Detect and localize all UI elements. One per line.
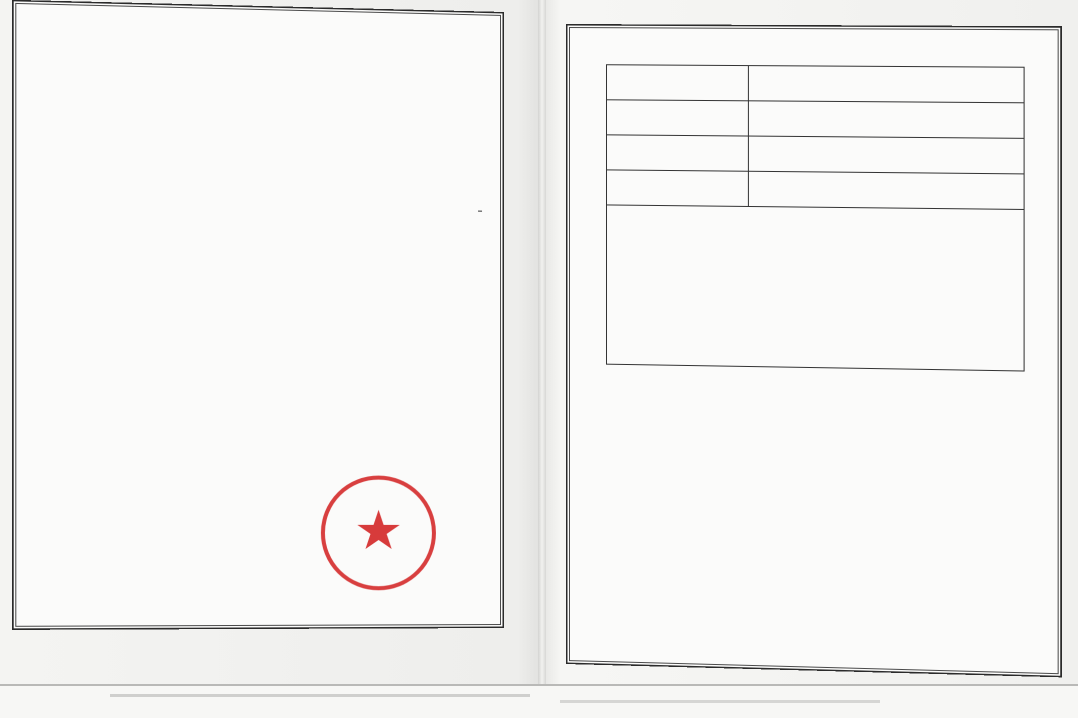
rule-text	[624, 451, 1031, 459]
row-label	[607, 65, 749, 101]
list-item	[606, 451, 1033, 474]
rules-list	[606, 451, 1033, 541]
official-seal-icon	[319, 473, 438, 592]
permit-details-table	[606, 64, 1025, 371]
table-row	[607, 100, 1025, 139]
table-row	[607, 135, 1025, 174]
table-row	[607, 65, 1025, 103]
permit-body-text	[48, 273, 474, 278]
country-heading	[12, 67, 504, 78]
permit-details-page	[566, 24, 1062, 677]
permit-title	[12, 127, 504, 136]
permit-cover-page	[12, 0, 504, 630]
list-item	[606, 499, 1033, 522]
permit-number-line	[478, 195, 482, 211]
scale-value	[748, 171, 1024, 209]
location-value	[748, 136, 1024, 174]
row-label	[607, 170, 749, 207]
row-label	[607, 100, 749, 136]
rule-text	[624, 483, 1031, 491]
permit-number	[478, 195, 482, 212]
list-item	[606, 483, 1033, 506]
builder-value	[748, 66, 1024, 103]
attachments-cell	[607, 205, 1025, 371]
rule-text	[624, 467, 1031, 475]
center-fold	[538, 0, 546, 700]
rule-text	[624, 499, 1031, 508]
row-label	[607, 135, 749, 171]
attachments-value	[617, 220, 1013, 225]
bottom-paper-edge	[0, 684, 1078, 718]
rule-text	[624, 515, 1031, 524]
project-name-value	[748, 101, 1024, 139]
list-item	[606, 467, 1033, 490]
attachments-row	[607, 205, 1025, 371]
attachments-label	[617, 214, 1013, 218]
table-row	[607, 170, 1025, 210]
list-item	[606, 515, 1033, 538]
